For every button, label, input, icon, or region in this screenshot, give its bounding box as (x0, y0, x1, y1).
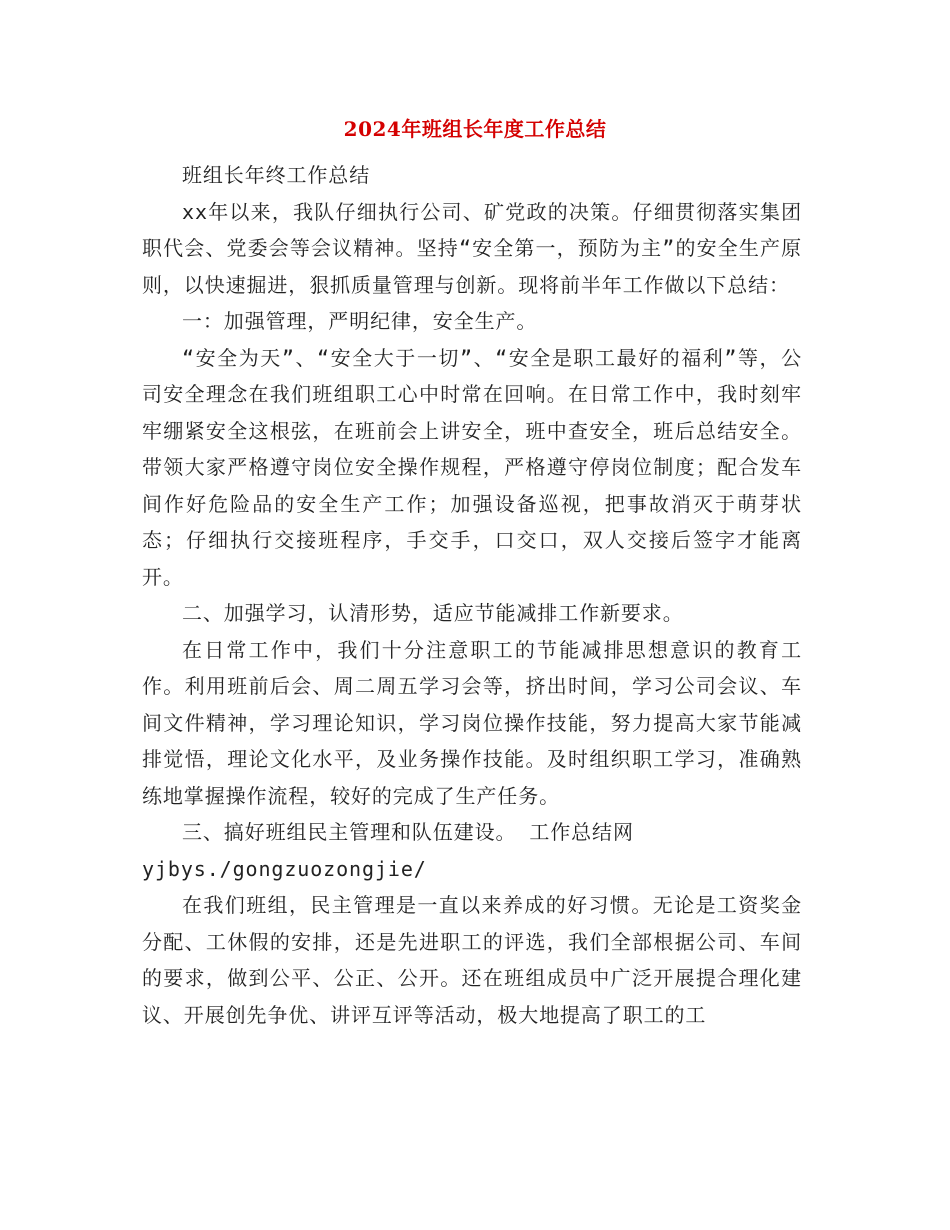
section-heading-2: 二、加强学习，认清形势，适应节能减排工作新要求。 (182, 601, 684, 625)
intro-paragraph: xx年以来，我队仔细执行公司、矿党政的决策。仔细贯彻落实集团职代会、党委会等会议精神。坚持“安全第一，预防为主”的安全生产原则，以快速掘进，狠抓质量管理与创新。现将前半年工作做以下总结： (142, 199, 802, 297)
section-heading-3: 三、搞好班组民主管理和队伍建设。 工作总结网 (182, 820, 634, 844)
section-paragraph-1: “安全为天”、“安全大于一切”、“安全是职工最好的福利”等，公司安全理念在我们班组职工心中时常在回响。在日常工作中，我时刻牢牢绷紧安全这根弦，在班前会上讲安全，班中查安全，班后总结安全。带领大家严格遵守岗位安全操作规程，严格遵守停岗位制度；配合发车间作好危险品的安全生产工作；加强设备巡视，把事故消灭于萌芽状态；仔细执行交接班程序，手交手，口交口，双人交接后签字才能离开。 (142, 345, 802, 589)
source-url-line: yjbys./gongzuozongjie/ (142, 856, 427, 881)
subtitle-paragraph: 班组长年终工作总结 (182, 163, 371, 187)
section-paragraph-3: 在我们班组，民主管理是一直以来养成的好习惯。无论是工资奖金分配、工休假的安排，还是先进职工的评选，我们全部根据公司、车间的要求，做到公平、公正、公开。还在班组成员中广泛开展提合理化建议、开展创先争优、讲评互评等活动，极大地提高了职工的工 (142, 893, 802, 1027)
document-body (142, 157, 802, 1033)
section-heading-1: 一：加强管理，严明纪律，安全生产。 (182, 309, 538, 333)
document-title: 2024年班组长年度工作总结 (343, 117, 607, 141)
section-paragraph-2: 在日常工作中，我们十分注意职工的节能减排思想意识的教育工作。利用班前后会、周二周五学习会等，挤出时间，学习公司会议、车间文件精神，学习理论知识，学习岗位操作技能，努力提高大家节能减排觉悟，理论文化水平，及业务操作技能。及时组织职工学习，准确熟练地掌握操作流程，较好的完成了生产任务。 (142, 637, 802, 808)
